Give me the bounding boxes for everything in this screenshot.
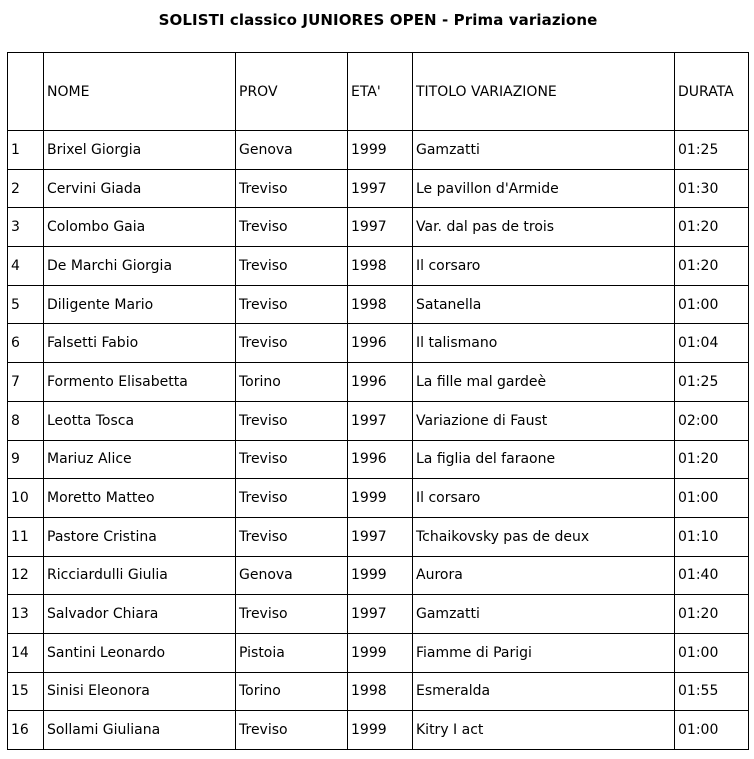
cell-name: Salvador Chiara xyxy=(44,595,236,634)
table-row xyxy=(8,363,749,402)
cell-age: 1997 xyxy=(348,595,413,634)
cell-name: De Marchi Giorgia xyxy=(44,247,236,286)
cell-age: 1996 xyxy=(348,363,413,402)
table-header-row xyxy=(8,53,749,131)
table-row xyxy=(8,285,749,324)
cell-name: Diligente Mario xyxy=(44,285,236,324)
cell-index: 13 xyxy=(8,595,44,634)
cell-name: Moretto Matteo xyxy=(44,479,236,518)
cell-name: Formento Elisabetta xyxy=(44,363,236,402)
cell-age: 1998 xyxy=(348,247,413,286)
cell-index: 12 xyxy=(8,556,44,595)
cell-duration: 01:04 xyxy=(675,324,749,363)
column-header-age: ETA' xyxy=(348,53,413,131)
cell-index: 1 xyxy=(8,131,44,170)
cell-duration: 01:20 xyxy=(675,595,749,634)
cell-index: 6 xyxy=(8,324,44,363)
cell-duration: 01:00 xyxy=(675,285,749,324)
cell-variation-title: Le pavillon d'Armide xyxy=(413,169,675,208)
cell-variation-title: Gamzatti xyxy=(413,131,675,170)
cell-province: Treviso xyxy=(236,595,348,634)
table-row xyxy=(8,401,749,440)
table-row xyxy=(8,556,749,595)
cell-variation-title: Variazione di Faust xyxy=(413,401,675,440)
cell-province: Treviso xyxy=(236,401,348,440)
table-row xyxy=(8,633,749,672)
cell-variation-title: Il corsaro xyxy=(413,247,675,286)
cell-variation-title: Satanella xyxy=(413,285,675,324)
cell-index: 8 xyxy=(8,401,44,440)
cell-province: Torino xyxy=(236,363,348,402)
cell-duration: 01:25 xyxy=(675,131,749,170)
cell-province: Treviso xyxy=(236,517,348,556)
cell-age: 1999 xyxy=(348,479,413,518)
cell-variation-title: Fiamme di Parigi xyxy=(413,633,675,672)
cell-age: 1998 xyxy=(348,285,413,324)
cell-age: 1996 xyxy=(348,324,413,363)
cell-name: Ricciardulli Giulia xyxy=(44,556,236,595)
cell-duration: 01:00 xyxy=(675,633,749,672)
cell-duration: 01:20 xyxy=(675,208,749,247)
cell-age: 1997 xyxy=(348,517,413,556)
cell-index: 9 xyxy=(8,440,44,479)
cell-index: 4 xyxy=(8,247,44,286)
table-row xyxy=(8,595,749,634)
cell-province: Treviso xyxy=(236,208,348,247)
cell-index: 2 xyxy=(8,169,44,208)
cell-duration: 01:00 xyxy=(675,479,749,518)
cell-variation-title: La fille mal gardeè xyxy=(413,363,675,402)
table-row xyxy=(8,479,749,518)
column-header-duration: DURATA xyxy=(675,53,749,131)
cell-variation-title: Il corsaro xyxy=(413,479,675,518)
table-row xyxy=(8,672,749,711)
cell-province: Treviso xyxy=(236,711,348,750)
cell-index: 15 xyxy=(8,672,44,711)
cell-variation-title: Esmeralda xyxy=(413,672,675,711)
cell-age: 1999 xyxy=(348,633,413,672)
cell-province: Genova xyxy=(236,556,348,595)
cell-variation-title: Var. dal pas de trois xyxy=(413,208,675,247)
cell-duration: 01:55 xyxy=(675,672,749,711)
cell-age: 1999 xyxy=(348,131,413,170)
document-title: SOLISTI classico JUNIORES OPEN - Prima variazione xyxy=(158,11,598,29)
cell-index: 14 xyxy=(8,633,44,672)
cell-duration: 02:00 xyxy=(675,401,749,440)
cell-variation-title: Tchaikovsky pas de deux xyxy=(413,517,675,556)
cell-age: 1998 xyxy=(348,672,413,711)
cell-index: 5 xyxy=(8,285,44,324)
cell-name: Santini Leonardo xyxy=(44,633,236,672)
cell-province: Treviso xyxy=(236,247,348,286)
cell-duration: 01:00 xyxy=(675,711,749,750)
table-row xyxy=(8,169,749,208)
column-header-name: NOME xyxy=(44,53,236,131)
cell-index: 16 xyxy=(8,711,44,750)
cell-province: Treviso xyxy=(236,440,348,479)
cell-variation-title: La figlia del faraone xyxy=(413,440,675,479)
cell-duration: 01:20 xyxy=(675,247,749,286)
cell-duration: 01:25 xyxy=(675,363,749,402)
cell-province: Treviso xyxy=(236,285,348,324)
cell-duration: 01:20 xyxy=(675,440,749,479)
cell-age: 1999 xyxy=(348,711,413,750)
cell-age: 1996 xyxy=(348,440,413,479)
cell-age: 1999 xyxy=(348,556,413,595)
cell-variation-title: Kitry I act xyxy=(413,711,675,750)
cell-duration: 01:30 xyxy=(675,169,749,208)
table-body xyxy=(8,53,749,750)
cell-province: Torino xyxy=(236,672,348,711)
cell-province: Treviso xyxy=(236,324,348,363)
cell-index: 7 xyxy=(8,363,44,402)
cell-name: Colombo Gaia xyxy=(44,208,236,247)
cell-province: Genova xyxy=(236,131,348,170)
cell-variation-title: Il talismano xyxy=(413,324,675,363)
table-row xyxy=(8,131,749,170)
cell-province: Treviso xyxy=(236,479,348,518)
cell-name: Sinisi Eleonora xyxy=(44,672,236,711)
cell-name: Cervini Giada xyxy=(44,169,236,208)
table-row xyxy=(8,440,749,479)
participants-table xyxy=(7,52,749,750)
cell-province: Pistoia xyxy=(236,633,348,672)
cell-index: 11 xyxy=(8,517,44,556)
table-row xyxy=(8,208,749,247)
cell-age: 1997 xyxy=(348,169,413,208)
cell-name: Mariuz Alice xyxy=(44,440,236,479)
table-row xyxy=(8,711,749,750)
cell-name: Brixel Giorgia xyxy=(44,131,236,170)
column-header-province: PROV xyxy=(236,53,348,131)
cell-name: Leotta Tosca xyxy=(44,401,236,440)
table-row xyxy=(8,517,749,556)
cell-index: 10 xyxy=(8,479,44,518)
cell-age: 1997 xyxy=(348,208,413,247)
cell-duration: 01:10 xyxy=(675,517,749,556)
cell-duration: 01:40 xyxy=(675,556,749,595)
cell-name: Falsetti Fabio xyxy=(44,324,236,363)
cell-index: 3 xyxy=(8,208,44,247)
cell-province: Treviso xyxy=(236,169,348,208)
table-row xyxy=(8,247,749,286)
cell-name: Sollami Giuliana xyxy=(44,711,236,750)
cell-variation-title: Gamzatti xyxy=(413,595,675,634)
cell-variation-title: Aurora xyxy=(413,556,675,595)
table-row xyxy=(8,324,749,363)
column-header-index xyxy=(8,53,44,131)
cell-age: 1997 xyxy=(348,401,413,440)
column-header-variation-title: TITOLO VARIAZIONE xyxy=(413,53,675,131)
cell-name: Pastore Cristina xyxy=(44,517,236,556)
